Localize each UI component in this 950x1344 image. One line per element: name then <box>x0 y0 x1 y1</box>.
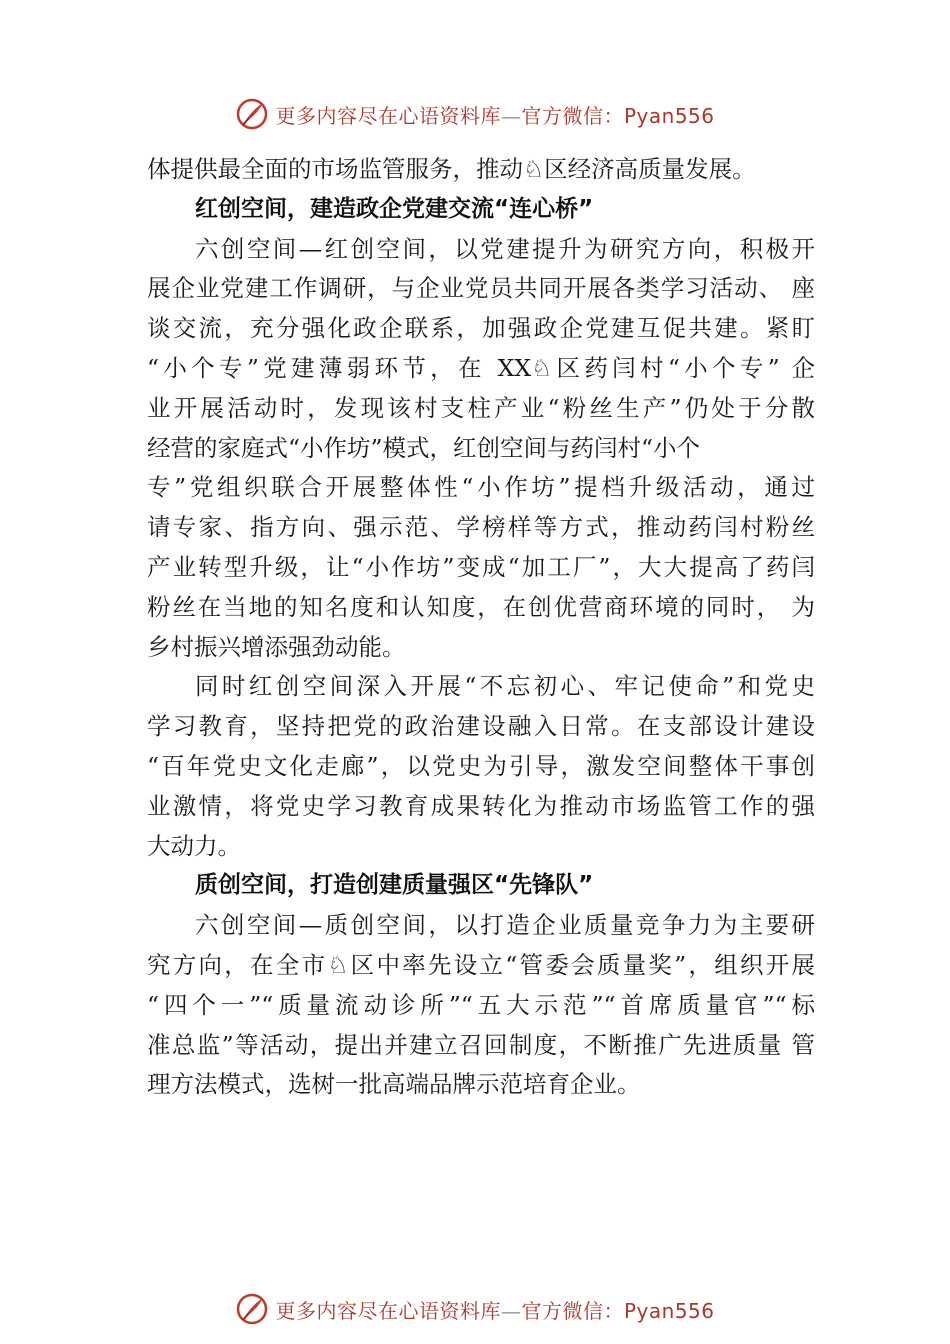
watermark-text <box>275 1295 714 1324</box>
quill-feather-logo-icon <box>235 1292 269 1326</box>
body-text-line: 六创空间—红创空间，以党建提升为研究方向，积极开 <box>195 234 815 263</box>
body-text-line: 产业转型升级，让“小作坊”变成“加工厂”，大大提高了药闫 <box>147 552 815 581</box>
body-text-line: 究方向，在全市♘区中率先设立“管委会质量奖”，组织开展 <box>147 950 815 979</box>
body-text-line: 业激情，将党史学习教育成果转化为推动市场监管工作的强 <box>147 791 815 820</box>
body-text-line: 经营的家庭式“小作坊”模式，红创空间与药闫村“小个 <box>147 433 701 462</box>
body-text-line: 专”党组织联合开展整体性“小作坊”提档升级活动，通过 <box>147 473 815 502</box>
quill-feather-logo-icon <box>235 97 269 131</box>
watermark-wechat-label: 官方微信： <box>521 103 624 128</box>
watermark-separator: — <box>500 1298 522 1323</box>
section-heading: 质创空间，打造创建质量强区“先锋队” <box>195 872 594 899</box>
header-watermark-banner <box>0 94 950 134</box>
body-text-line: “百年党史文化走廊”，以党史为引导，激发空间整体干事创 <box>147 751 815 780</box>
watermark-wechat-id: Pyan556 <box>623 1298 715 1323</box>
body-text-line: 业开展活动时，发现该村支柱产业“粉丝生产”仍处于分散 <box>147 393 815 422</box>
body-text-line: 六创空间—质创空间，以打造企业质量竞争力为主要研 <box>195 911 815 940</box>
body-text-line: 大动力。 <box>147 831 241 860</box>
footer-watermark-banner <box>0 1289 950 1329</box>
body-text-line: 谈交流，充分强化政企联系，加强政企党建互促共建。紧盯 <box>147 314 815 343</box>
watermark-wechat-label: 官方微信： <box>521 1298 624 1323</box>
body-text-line: “小个专”党建薄弱环节，在 XX♘区药闫村“小个专” 企 <box>147 353 815 382</box>
body-text-line: “四个一”“质量流动诊所”“五大示范”“首席质量官”“标 <box>147 990 815 1019</box>
watermark-brand: 更多内容尽在心语资料库 <box>275 1298 501 1323</box>
document-body <box>147 150 815 1105</box>
body-text-line: 展企业党建工作调研，与企业党员共同开展各类学习活动、 座 <box>147 274 815 303</box>
body-text-line: 请专家、指方向、强示范、学榜样等方式，推动药闫村粉丝 <box>147 513 815 542</box>
watermark-text <box>275 100 714 129</box>
body-text-line: 同时红创空间深入开展“不忘初心、牢记使命”和党史 <box>195 672 815 701</box>
body-text-line: 准总监”等活动，提出并建立召回制度，不断推广先进质量 管 <box>147 1030 815 1059</box>
watermark-wechat-id: Pyan556 <box>623 103 715 128</box>
section-heading: 红创空间，建造政企党建交流“连心桥” <box>195 195 594 222</box>
body-text-line: 学习教育，坚持把党的政治建设融入日常。在支部设计建设 <box>147 712 815 741</box>
body-text-line: 体提供最全面的市场监管服务，推动♘区经济高质量发展。 <box>147 155 756 183</box>
body-text-line: 理方法模式，选树一批高端品牌示范培育企业。 <box>147 1070 641 1099</box>
body-text-line: 粉丝在当地的知名度和认知度，在创优营商环境的同时， 为 <box>147 592 815 621</box>
body-text-line: 乡村振兴增添强劲动能。 <box>147 632 406 661</box>
watermark-brand: 更多内容尽在心语资料库 <box>275 103 501 128</box>
watermark-separator: — <box>500 103 522 128</box>
